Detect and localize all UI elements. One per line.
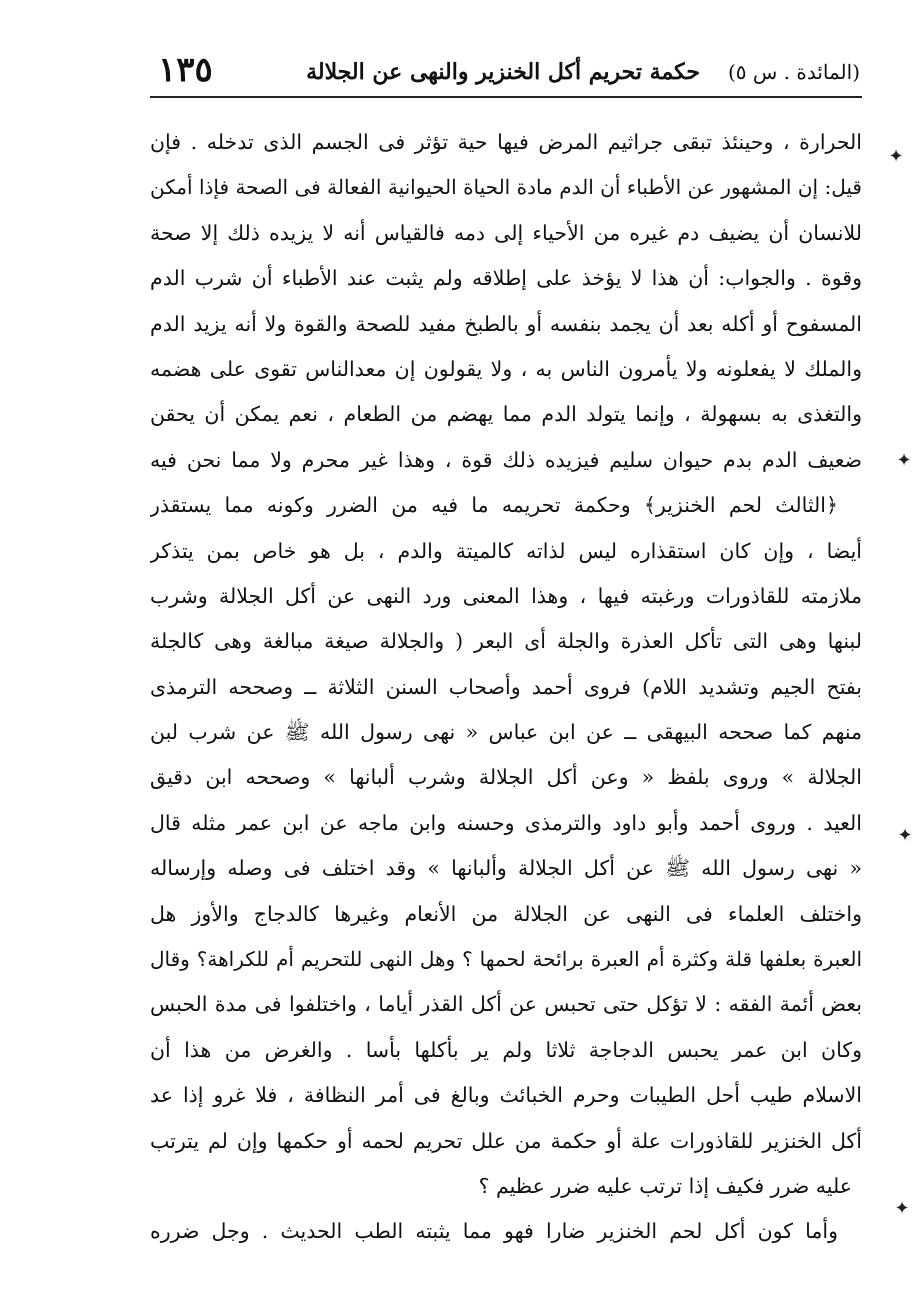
text-line: لبنها وهى التى تأكل العذرة والجلة أى البعر ( والجلالة صيغة مبالغة وهى كالجلة [150, 629, 862, 654]
text-line: الحرارة ، وحينئذ تبقى جراثيم المرض فيها حية تؤثر فى الجسم الذى تدخله . فإن [150, 130, 862, 154]
margin-mark-icon: ✦ [896, 450, 912, 471]
text-line: ملازمته للقاذورات ورغبته فيها ، وهذا المعنى ورد النهى عن أكل الجلالة وشرب [150, 583, 862, 608]
surah-reference: (المائدة . س ٥) [727, 60, 860, 84]
text-line: ﴿الثالث لحم الخنزير﴾ وحكمة تحريمه ما فيه من الضرر وكونه مما يستقذر [150, 493, 838, 518]
body-text [150, 120, 862, 1255]
text-line: أيضا ، وإن كان استقذاره ليس لذاته كالميتة والدم ، بل هو خاص بمن يتذكر [150, 538, 862, 563]
margin-mark-icon: ✦ [888, 146, 904, 167]
text-line: والتغذى به بسهولة ، وإنما يتولد الدم مما يهضم من الطعام ، نعم يمكن أن يحقن [150, 402, 862, 427]
text-line: ضعيف الدم بدم حيوان سليم فيزيده ذلك قوة ، وهذا غير محرم ولا مما نحن فيه [150, 447, 862, 472]
header-rule [150, 96, 862, 98]
text-line: قيل: إن المشهور عن الأطباء أن الدم مادة الحياة الحيوانية الفعالة فى الصحة فإذا أمكن [150, 175, 862, 200]
text-line: الجلالة » وروى بلفظ « وعن أكل الجلالة وشرب ألبانها » وصححه ابن دقيق [150, 765, 862, 790]
running-header [150, 50, 860, 94]
text-line: « نهى رسول الله ﷺ عن أكل الجلالة وألبانها » وقد اختلف فى وصله وإرساله [150, 856, 862, 881]
text-line: أكل الخنزير للقاذورات علة أو حكمة من علل تحريم لحمه أو حكمها وإن لم يترتب [150, 1128, 862, 1153]
margin-mark-icon: ✦ [894, 1198, 910, 1219]
text-line: العبرة بعلفها قلة وكثرة أم العبرة برائحة لحمها ؟ وهل النهى للتحريم أم للكراهة؟ وقال [150, 947, 862, 972]
text-line: منهم كما صححه البيهقى ــ عن ابن عباس « نهى رسول الله ﷺ عن شرب لبن [150, 720, 862, 745]
section-title: حكمة تحريم أكل الخنزير والنهى عن الجلالة [306, 59, 700, 85]
page-number: ١٣٥ [158, 50, 213, 90]
text-line: والملك لا يفعلونه ولا يأمرون الناس به ، ولا يقولون إن معدالناس تقوى على هضمه [150, 356, 862, 381]
text-line: واختلف العلماء فى النهى عن الجلالة من الأنعام وغيرها كالدجاج والأوز هل [150, 901, 862, 926]
text-line: الاسلام طيب أحل الطيبات وحرم الخبائث وبالغ فى أمر النظافة ، فلا غرو إذا عد [150, 1083, 862, 1108]
text-line: وكان ابن عمر يحبس الدجاجة ثلاثا ولم ير بأكلها بأسا . والغرض من هذا أن [150, 1037, 862, 1062]
text-line: بفتح الجيم وتشديد اللام) فروى أحمد وأصحاب السنن الثلاثة ــ وصححه الترمذى [150, 674, 862, 699]
text-line: للانسان أن يضيف دم غيره من الأحياء إلى دمه فالقياس أنه لا يزيده ذلك إلا صحة [150, 220, 862, 245]
text-line: العيد . وروى أحمد وأبو داود والترمذى وحسنه وابن ماجه عن ابن عمر مثله قال [150, 810, 862, 835]
text-line: المسفوح أو أكله بعد أن يجمد بنفسه أو بالطبخ مفيد للصحة والقوة ولا أنه يزيد الدم [150, 311, 862, 336]
text-line: عليه ضرر فكيف إذا ترتب عليه ضرر عظيم ؟ [478, 1173, 852, 1198]
text-line: وقوة . والجواب: أن هذا لا يؤخذ على إطلاقه ولم يثبت عند الأطباء أن شرب الدم [150, 266, 862, 291]
text-line: بعض أئمة الفقه : لا تؤكل حتى تحبس عن أكل القذر أياما ، واختلفوا فى مدة الحبس [150, 992, 862, 1017]
text-line: وأما كون أكل لحم الخنزير ضارا فهو مما يثبته الطب الحديث . وجل ضرره [150, 1219, 838, 1244]
margin-mark-icon: ✦ [897, 825, 913, 846]
